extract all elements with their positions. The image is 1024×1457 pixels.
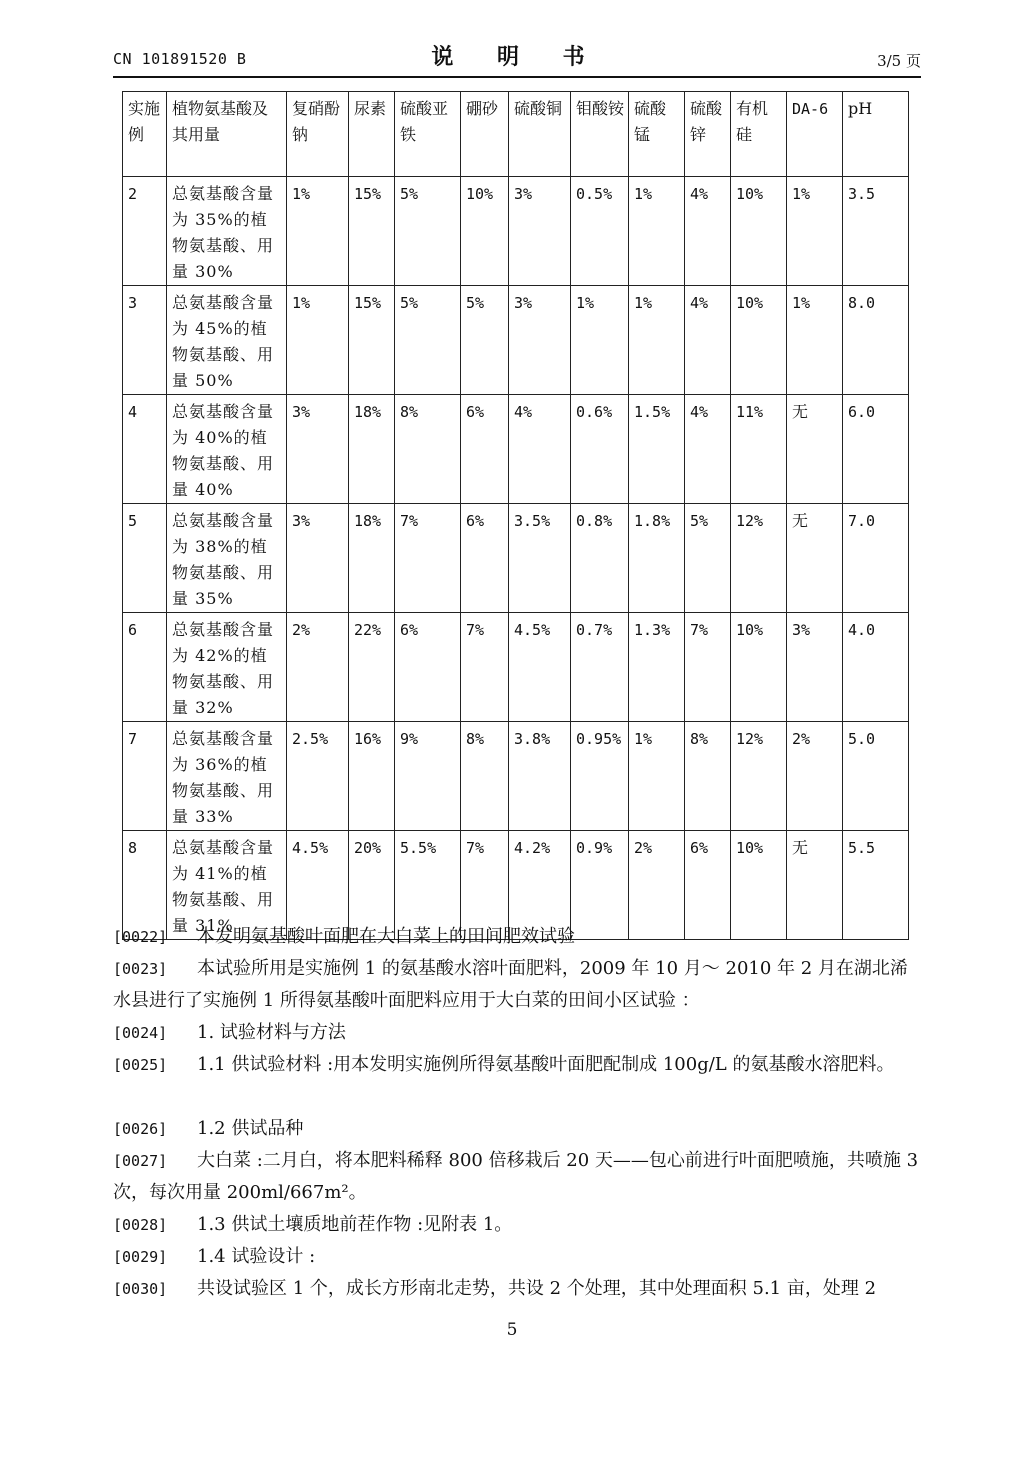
column-header: 钼酸铵 (571, 92, 629, 177)
paragraph-number: [0025] (113, 1056, 168, 1074)
table-cell: 6% (461, 504, 509, 613)
paragraph (113, 1209, 921, 1241)
paragraph-text: 本发明氨基酸叶面肥在大白菜上的田间肥效试验 (197, 926, 575, 947)
table-cell: 3% (509, 286, 571, 395)
table-cell: 7% (461, 831, 509, 940)
table-cell: 总氨基酸含量为 45%的植物氨基酸、用量 50% (167, 286, 287, 395)
table-cell: 8% (685, 722, 731, 831)
paragraph (113, 1113, 921, 1145)
column-header: 有机硅 (731, 92, 787, 177)
table-cell: 总氨基酸含量为 41%的植物氨基酸、用量 31% (167, 831, 287, 940)
table-cell: 6.0 (843, 395, 909, 504)
composition-table (122, 91, 909, 940)
paragraph-number: [0023] (113, 960, 168, 978)
table-cell: 5% (685, 504, 731, 613)
paragraph (113, 1017, 921, 1049)
table-cell: 4% (685, 395, 731, 504)
table-cell: 无 (787, 831, 843, 940)
paragraph-text: 1.1 供试验材料 :用本发明实施例所得氨基酸叶面肥配制成 100g/L 的氨基酸水溶肥料。 (197, 1054, 895, 1075)
table-cell: 5% (461, 286, 509, 395)
column-header: 硫酸铜 (509, 92, 571, 177)
table-cell: 5% (395, 177, 461, 286)
table-cell: 2.5% (287, 722, 349, 831)
table-cell: 3.5% (509, 504, 571, 613)
table-cell: 5 (123, 504, 167, 613)
table-row (123, 395, 909, 504)
paragraph-text: 本试验所用是实施例 1 的氨基酸水溶叶面肥料，2009 年 10 月～ 2010 年 2 月在湖北浠水县进行了实施例 1 所得氨基酸叶面肥料应用于大白菜的田间小区试验 ： (113, 958, 908, 1011)
table-cell: 4.5% (287, 831, 349, 940)
column-header: 实施例 (123, 92, 167, 177)
document-title: 说 明 书 (431, 44, 603, 70)
table-cell: 5.5% (395, 831, 461, 940)
table-row (123, 722, 909, 831)
table-cell: 5.0 (843, 722, 909, 831)
table-cell: 1% (629, 177, 685, 286)
paragraph-text: 大白菜 :二月白，将本肥料稀释 800 倍移栽后 20 天——包心前进行叶面肥喷施，共喷施 3 次，每次用量 200ml/667m²。 (113, 1150, 919, 1203)
paragraph-number: [0022] (113, 928, 168, 946)
table-cell: 2% (787, 722, 843, 831)
table-cell: 4.2% (509, 831, 571, 940)
paragraph-number: [0029] (113, 1248, 168, 1266)
column-header: 硫酸亚铁 (395, 92, 461, 177)
paragraph (113, 953, 921, 1017)
table-cell: 0.5% (571, 177, 629, 286)
paragraph-text: 1.3 供试土壤质地前茬作物 :见附表 1。 (197, 1214, 513, 1235)
paragraph-number: [0026] (113, 1120, 168, 1138)
table-cell: 1.3% (629, 613, 685, 722)
table-cell: 18% (349, 395, 395, 504)
table-cell: 12% (731, 722, 787, 831)
table-cell: 12% (731, 504, 787, 613)
column-header: 硫酸锰 (629, 92, 685, 177)
paragraph (113, 1241, 921, 1273)
table-cell: 1% (787, 286, 843, 395)
table-cell: 4.0 (843, 613, 909, 722)
table-cell: 2% (629, 831, 685, 940)
table-cell: 总氨基酸含量为 35%的植物氨基酸、用量 30% (167, 177, 287, 286)
table-cell: 无 (787, 504, 843, 613)
table-cell: 总氨基酸含量为 42%的植物氨基酸、用量 32% (167, 613, 287, 722)
paragraph-number: [0028] (113, 1216, 168, 1234)
table-cell: 10% (731, 286, 787, 395)
header-rule (113, 76, 921, 78)
column-header: 复硝酚钠 (287, 92, 349, 177)
table-cell: 3% (787, 613, 843, 722)
table-header-row (123, 92, 909, 177)
table-cell: 0.7% (571, 613, 629, 722)
paragraph-number: [0027] (113, 1152, 168, 1170)
paragraph-text: 1.4 试验设计 : (197, 1246, 316, 1267)
table-row (123, 613, 909, 722)
table-cell: 6% (685, 831, 731, 940)
table-cell: 10% (461, 177, 509, 286)
table-cell: 3% (509, 177, 571, 286)
paragraph-number: [0030] (113, 1280, 168, 1298)
table-cell: 15% (349, 177, 395, 286)
table-row (123, 504, 909, 613)
table-cell: 8% (395, 395, 461, 504)
column-header: DA-6 (787, 92, 843, 177)
paragraph-text: 1.2 供试品种 (197, 1118, 304, 1139)
table-cell: 4 (123, 395, 167, 504)
table-cell: 0.6% (571, 395, 629, 504)
table-cell: 22% (349, 613, 395, 722)
table-cell: 4% (509, 395, 571, 504)
column-header: 植物氨基酸及其用量 (167, 92, 287, 177)
table-cell: 7.0 (843, 504, 909, 613)
table-cell: 20% (349, 831, 395, 940)
table-cell: 0.9% (571, 831, 629, 940)
table-cell: 6% (461, 395, 509, 504)
table-cell: 3% (287, 395, 349, 504)
table-cell: 6 (123, 613, 167, 722)
table-cell: 1% (629, 286, 685, 395)
column-header: 硼砂 (461, 92, 509, 177)
page-info: 3/5 页 (877, 52, 921, 70)
table-cell: 1% (571, 286, 629, 395)
table-cell: 总氨基酸含量为 38%的植物氨基酸、用量 35% (167, 504, 287, 613)
paragraph (113, 1049, 921, 1081)
table-row (123, 177, 909, 286)
table-cell: 3% (287, 504, 349, 613)
paragraph-text: 共设试验区 1 个，成长方形南北走势，共设 2 个处理，其中处理面积 5.1 亩，处理 2 (197, 1278, 877, 1299)
paragraph (113, 1145, 921, 1209)
table-cell: 4.5% (509, 613, 571, 722)
table-cell: 1.8% (629, 504, 685, 613)
table-cell: 4% (685, 286, 731, 395)
table-cell: 3.8% (509, 722, 571, 831)
table-cell: 10% (731, 613, 787, 722)
table-cell: 11% (731, 395, 787, 504)
table-cell: 3 (123, 286, 167, 395)
table-cell: 总氨基酸含量为 36%的植物氨基酸、用量 33% (167, 722, 287, 831)
table-cell: 1% (287, 286, 349, 395)
page-header (113, 40, 921, 74)
table-cell: 1% (787, 177, 843, 286)
table-cell: 无 (787, 395, 843, 504)
table-cell: 18% (349, 504, 395, 613)
table-cell: 10% (731, 831, 787, 940)
table-cell: 9% (395, 722, 461, 831)
table-cell: 5% (395, 286, 461, 395)
column-header: pH (843, 92, 909, 177)
table-cell: 7 (123, 722, 167, 831)
table-cell: 7% (685, 613, 731, 722)
patent-number: CN 101891520 B (113, 50, 247, 68)
table-cell: 8 (123, 831, 167, 940)
table-cell: 6% (395, 613, 461, 722)
table-cell: 7% (395, 504, 461, 613)
table-cell: 0.95% (571, 722, 629, 831)
table-cell: 7% (461, 613, 509, 722)
table-cell: 3.5 (843, 177, 909, 286)
table-cell: 8% (461, 722, 509, 831)
table-cell: 8.0 (843, 286, 909, 395)
table-cell: 1% (287, 177, 349, 286)
table-cell: 总氨基酸含量为 40%的植物氨基酸、用量 40% (167, 395, 287, 504)
table-cell: 10% (731, 177, 787, 286)
table-cell: 1% (629, 722, 685, 831)
paragraph-text: 1. 试验材料与方法 (197, 1022, 346, 1043)
column-header: 尿素 (349, 92, 395, 177)
paragraph (113, 921, 921, 953)
table-cell: 0.8% (571, 504, 629, 613)
paragraph-number: [0024] (113, 1024, 168, 1042)
table-cell: 1.5% (629, 395, 685, 504)
table-row (123, 286, 909, 395)
table-cell: 15% (349, 286, 395, 395)
table-cell: 16% (349, 722, 395, 831)
table-cell: 2 (123, 177, 167, 286)
page-number: 5 (506, 1320, 518, 1340)
table-cell: 2% (287, 613, 349, 722)
column-header: 硫酸锌 (685, 92, 731, 177)
table-cell: 5.5 (843, 831, 909, 940)
table-cell: 4% (685, 177, 731, 286)
paragraph (113, 1273, 921, 1305)
